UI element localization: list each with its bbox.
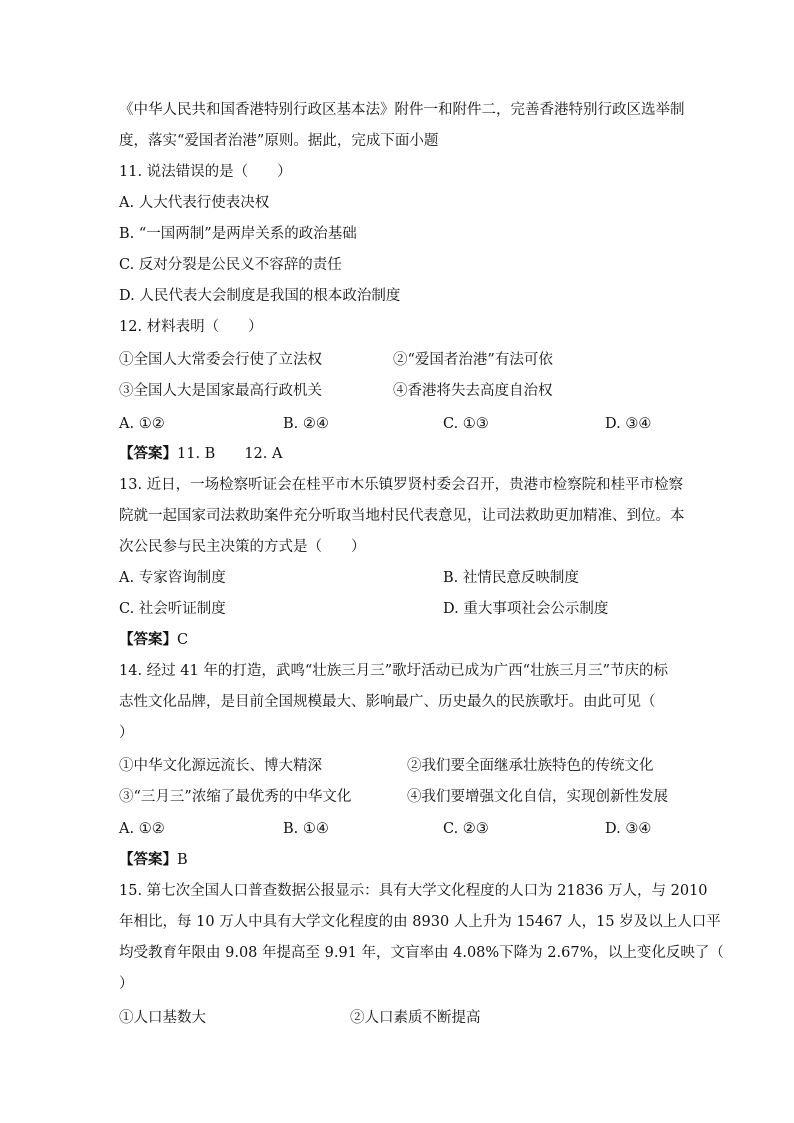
answer-13	[119, 630, 188, 650]
question-14-line-1: 14. 经过 41 年的打造，武鸣“壮族三月三”歌圩活动已成为广西“壮族三月三”节庆的标	[119, 663, 668, 679]
question-11-option-a: A. 人大代表行使表决权	[119, 195, 270, 211]
question-14-statement-2: ②我们要全面继承壮族特色的传统文化	[407, 758, 654, 774]
question-15-line-2: 年相比，每 10 万人中具有大学文化程度的由 8930 人上升为 15467 人，15 岁及以上人口平	[119, 914, 721, 930]
question-11-stem: 11. 说法错误的是（ ）	[119, 164, 292, 180]
answer-label: 【答案】	[119, 852, 177, 868]
question-13-line-2: 院就一起国家司法救助案件充分听取当地村民代表意见，让司法救助更加精准、到位。本	[119, 508, 685, 524]
answer-14	[119, 850, 188, 870]
question-15-statement-2: ②人口素质不断提高	[350, 1010, 481, 1026]
answer-label: 【答案】	[119, 446, 177, 462]
question-13-option-a: A. 专家咨询制度	[119, 570, 226, 586]
answer-text: C	[177, 632, 189, 648]
question-13-option-d: D. 重大事项社会公示制度	[443, 601, 609, 617]
question-12-option-b: B. ②④	[283, 416, 329, 432]
answer-11-12	[119, 444, 282, 464]
question-15-line-3: 均受教育年限由 9.08 年提高至 9.91 年，文盲率由 4.08%下降为 2.67%，以上变化反映了（	[119, 945, 724, 961]
question-14-option-c: C. ②③	[443, 821, 489, 837]
question-12-stem: 12. 材料表明（ ）	[119, 319, 263, 335]
question-11-option-b: B. “一国两制”是两岸关系的政治基础	[119, 226, 357, 242]
question-14-statement-3: ③“三月三”浓缩了最优秀的中华文化	[119, 789, 352, 805]
question-13-option-b: B. 社情民意反映制度	[443, 570, 579, 586]
question-14-statement-1: ①中华文化源远流长、博大精深	[119, 758, 322, 774]
answer-text: 11. B 12. A	[177, 446, 283, 462]
question-15-line-1: 15. 第七次全国人口普查数据公报显示：具有大学文化程度的人口为 21836 万人，与 2010	[119, 883, 708, 899]
question-14-option-d: D. ③④	[605, 821, 652, 837]
question-12-option-a: A. ①②	[119, 416, 165, 432]
answer-label: 【答案】	[119, 632, 177, 648]
question-12-statement-4: ④香港将失去高度自治权	[393, 383, 553, 399]
question-14-option-a: A. ①②	[119, 821, 165, 837]
intro-line-2: 度，落实“爱国者治港”原则。据此，完成下面小题	[119, 133, 439, 149]
question-12-option-c: C. ①③	[443, 416, 489, 432]
question-13-option-c: C. 社会听证制度	[119, 601, 226, 617]
question-11-option-c: C. 反对分裂是公民义不容辞的责任	[119, 257, 342, 273]
question-15-statement-1: ①人口基数大	[119, 1010, 206, 1026]
question-12-statement-2: ②“爱国者治港”有法可依	[393, 352, 553, 368]
question-14-line-2: 志性文化品牌，是目前全国规模最大、影响最广、历史最久的民族歌圩。由此可见（	[119, 694, 656, 710]
question-13-line-1: 13. 近日，一场检察听证会在桂平市木乐镇罗贤村委会召开，贵港市检察院和桂平市检察	[119, 477, 684, 493]
question-12-option-d: D. ③④	[605, 416, 652, 432]
question-11-option-d: D. 人民代表大会制度是我国的根本政治制度	[119, 288, 401, 304]
question-14-option-b: B. ①④	[283, 821, 329, 837]
intro-line-1: 《中华人民共和国香港特别行政区基本法》附件一和附件二，完善香港特别行政区选举制	[119, 102, 685, 118]
question-14-statement-4: ④我们要增强文化自信，实现创新性发展	[407, 789, 668, 805]
question-12-statement-1: ①全国人大常委会行使了立法权	[119, 352, 322, 368]
question-13-line-3: 次公民参与民主决策的方式是（ ）	[119, 539, 366, 555]
question-14-line-3: ）	[119, 725, 134, 741]
answer-text: B	[177, 852, 188, 868]
question-15-line-4: ）	[119, 976, 134, 992]
question-12-statement-3: ③全国人大是国家最高行政机关	[119, 383, 322, 399]
